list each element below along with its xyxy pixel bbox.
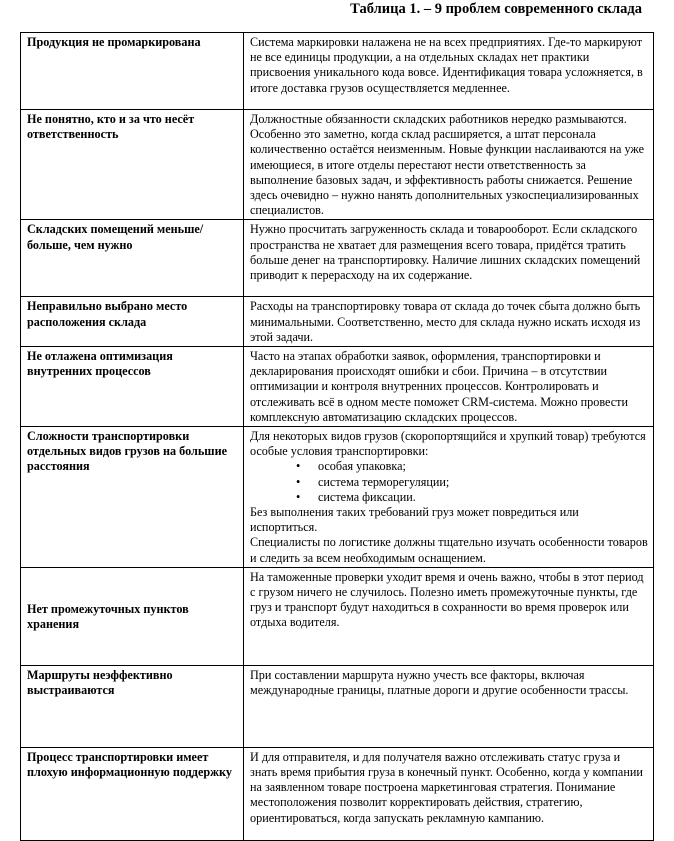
requirements-list bbox=[250, 459, 648, 505]
problems-table bbox=[20, 32, 654, 841]
problem-cell: Продукция не промаркирована bbox=[21, 33, 244, 110]
problem-cell: Маршруты неэффективно выстраиваются bbox=[21, 665, 244, 747]
description-cell: Нужно просчитать загруженность склада и товарооборот. Если складского пространства не хватает для размещения всего товара, придётся тратить больше денег на транспортировку. Наличие лишних складских помещений приводит к перерасходу на их содержание. bbox=[244, 220, 654, 297]
problem-cell: Неправильно выбрано место расположения склада bbox=[21, 297, 244, 347]
table-row bbox=[21, 297, 654, 347]
problem-cell: Нет промежуточных пунктов хранения bbox=[21, 567, 244, 665]
problem-cell: Не отлажена оптимизация внутренних процессов bbox=[21, 347, 244, 427]
description-cell: Должностные обязанности складских работников нередко размываются. Особенно это заметно, когда склад расширяется, а штат персонала количественно остаётся неизменным. Новые функции наслаиваются на уже имеющиеся, в итоге отделы перестают нести ответственность за выполнение базовых задач, и эффективность работы снижается. Решение здесь очевидно – нужно нанять дополнительных узкоспециализированных специалистов. bbox=[244, 110, 654, 220]
table-row bbox=[21, 567, 654, 665]
description-cell: При составлении маршрута нужно учесть все факторы, включая международные границы, платные дороги и другие особенности трассы. bbox=[244, 665, 654, 747]
table-row bbox=[21, 665, 654, 747]
description-cell: Часто на этапах обработки заявок, оформления, транспортировки и декларирования происходят ошибки и сбои. Причина – в отсутствии оптимизации и контроля внутренних процессов. Контролировать и отслеживать всё в одном месте поможет CRM-система. Можно провести комплексную автоматизацию складских процессов. bbox=[244, 347, 654, 427]
description-cell: Расходы на транспортировку товара от склада до точек сбыта должно быть минимальными. Соответственно, место для склада нужно искать исходя из этой задачи. bbox=[244, 297, 654, 347]
table-row bbox=[21, 33, 654, 110]
table-row bbox=[21, 427, 654, 568]
problem-cell: Сложности транспортировки отдельных видов грузов на большие расстояния bbox=[21, 427, 244, 568]
description-cell: И для отправителя, и для получателя важно отслеживать статус груза и знать время прибытия груза в конечный пункт. Особенно, когда у компании на заявленном товаре построена маркетинговая стратегия. Понимание местоположения позволит корректировать действия, стратегию, ориентироваться, когда запускать рекламную кампанию. bbox=[244, 747, 654, 840]
problem-cell: Процесс транспортировки имеет плохую информационную поддержку bbox=[21, 747, 244, 840]
description-cell: Система маркировки налажена не на всех предприятиях. Где-то маркируют не все единицы продукции, а на отдельных складах нет практики присвоения уникального кода вовсе. Идентификация товара усложняется, в итоге доставка грузов осуществляется медленнее. bbox=[244, 33, 654, 110]
problem-cell: Складских помещений меньше/больше, чем нужно bbox=[21, 220, 244, 297]
table-caption: Таблица 1. – 9 проблем современного склада bbox=[350, 1, 642, 17]
list-item: • система фиксации. bbox=[296, 490, 648, 505]
table-row bbox=[21, 347, 654, 427]
table-row bbox=[21, 220, 654, 297]
list-item: • система терморегуляции; bbox=[296, 475, 648, 490]
description-paragraph: Специалисты по логистике должны тщательно изучать особенности товаров и следить за всем необходимым оснащением. bbox=[250, 535, 648, 565]
description-cell: На таможенные проверки уходит время и очень важно, чтобы в этот период с грузом ничего не случилось. Полезно иметь промежуточные пункты, где груз и транспорт будут находиться в сохранности во время проверок или отдыха водителя. bbox=[244, 567, 654, 665]
table-row bbox=[21, 110, 654, 220]
description-cell bbox=[244, 427, 654, 568]
description-paragraph: Без выполнения таких требований груз может повредиться или испортиться. bbox=[250, 505, 579, 535]
list-item: • особая упаковка; bbox=[296, 459, 648, 474]
table-row bbox=[21, 747, 654, 840]
description-intro: Для некоторых видов грузов (скоропортящийся и хрупкий товар) требуются особые условия транспортировки: bbox=[250, 429, 646, 459]
problem-cell: Не понятно, кто и за что несёт ответственность bbox=[21, 110, 244, 220]
